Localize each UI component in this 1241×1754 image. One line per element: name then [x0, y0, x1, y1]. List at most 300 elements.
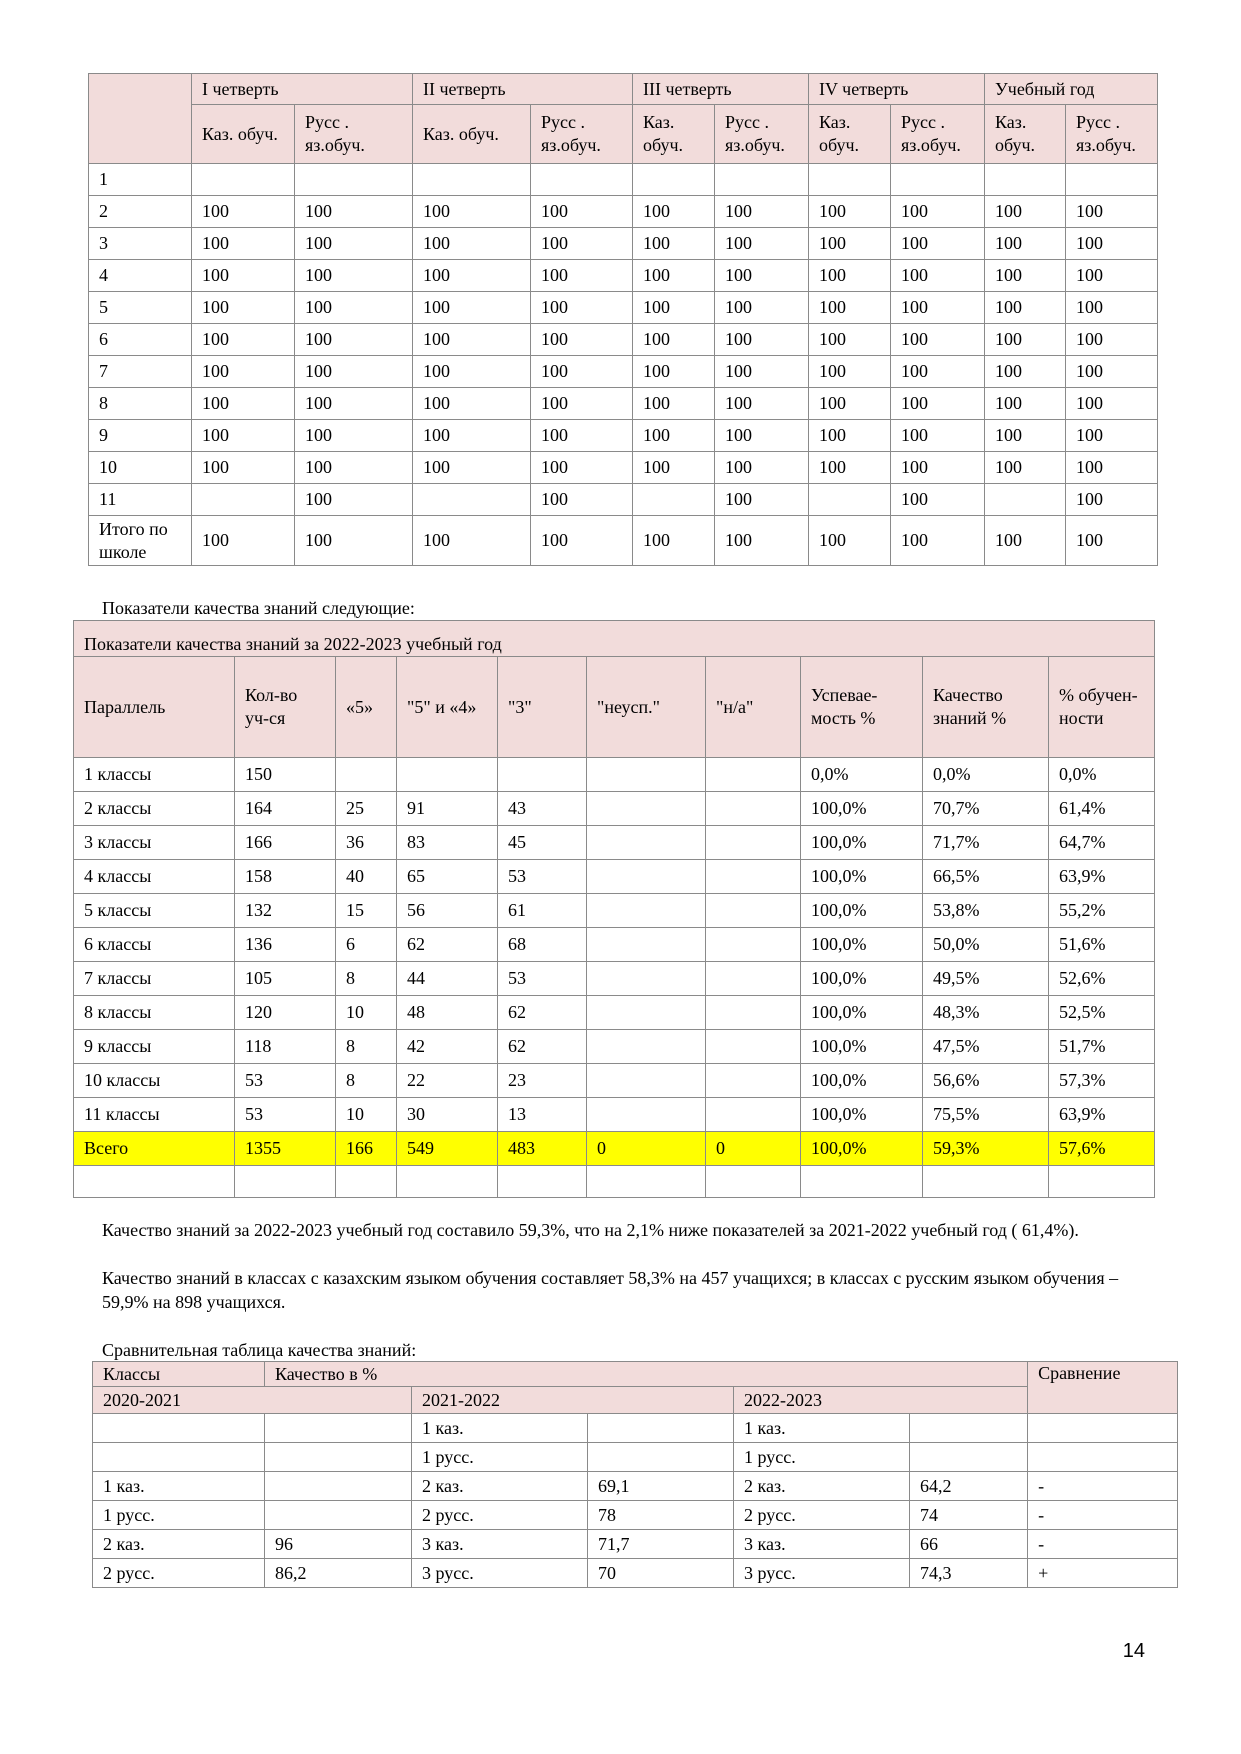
data-cell: 100	[295, 356, 413, 388]
language-subheader: Каз. обуч.	[985, 105, 1066, 164]
data-cell: 100	[531, 228, 633, 260]
data-cell	[1066, 164, 1158, 196]
data-cell: 63,9%	[1049, 860, 1155, 894]
data-cell: 62	[498, 996, 587, 1030]
data-cell	[706, 996, 801, 1030]
data-cell: 52,5%	[1049, 996, 1155, 1030]
data-cell: 100	[715, 420, 809, 452]
grade-cell: Итого по школе	[89, 516, 192, 566]
total-cell: 0	[706, 1132, 801, 1166]
intro-text: Показатели качества знаний следующие:	[102, 598, 415, 618]
data-cell: 75,5%	[923, 1098, 1049, 1132]
data-cell: 2 каз.	[412, 1472, 588, 1501]
total-cell: 483	[498, 1132, 587, 1166]
data-cell: 100	[295, 452, 413, 484]
grade-cell: 9	[89, 420, 192, 452]
data-cell: 100,0%	[801, 962, 923, 996]
data-cell: 100	[531, 420, 633, 452]
parallel-cell: 7 классы	[74, 962, 235, 996]
data-cell: 3 русс.	[412, 1559, 588, 1588]
data-cell: 100	[891, 356, 985, 388]
data-cell: 8	[336, 1030, 397, 1064]
column-header: "5" и «4»	[397, 657, 498, 758]
data-cell: 86,2	[265, 1559, 412, 1588]
data-cell: 100	[985, 292, 1066, 324]
data-cell: 100	[985, 516, 1066, 566]
data-cell: 57,3%	[1049, 1064, 1155, 1098]
data-cell	[588, 1414, 734, 1443]
data-cell	[706, 1098, 801, 1132]
data-cell: 2 каз.	[93, 1530, 265, 1559]
data-cell: 96	[265, 1530, 412, 1559]
data-cell: 100	[715, 484, 809, 516]
data-cell	[587, 1098, 706, 1132]
data-cell: 100	[295, 484, 413, 516]
data-cell: 1 русс.	[93, 1501, 265, 1530]
column-header: Параллель	[74, 657, 235, 758]
data-cell	[588, 1443, 734, 1472]
data-cell: 100	[715, 324, 809, 356]
grade-cell: 10	[89, 452, 192, 484]
comparison-title: Сравнительная таблица качества знаний:	[102, 1340, 417, 1360]
data-cell	[265, 1443, 412, 1472]
empty-cell	[923, 1166, 1049, 1198]
classes-header: Классы	[93, 1362, 265, 1387]
table-row	[74, 826, 1155, 860]
data-cell: 100	[891, 228, 985, 260]
data-cell: 100	[715, 452, 809, 484]
table-row	[89, 196, 1158, 228]
data-cell: 2 каз.	[734, 1472, 910, 1501]
data-cell: 100	[985, 324, 1066, 356]
data-cell	[265, 1501, 412, 1530]
data-cell: 74	[910, 1501, 1028, 1530]
data-cell: 1 русс.	[412, 1443, 588, 1472]
data-cell: 100	[295, 388, 413, 420]
data-cell: 51,6%	[1049, 928, 1155, 962]
empty-cell	[74, 1166, 235, 1198]
data-cell: 100	[633, 516, 715, 566]
data-cell	[633, 164, 715, 196]
data-cell: 100	[413, 356, 531, 388]
data-cell: 53,8%	[923, 894, 1049, 928]
data-cell: 25	[336, 792, 397, 826]
parallel-cell: 8 классы	[74, 996, 235, 1030]
total-cell: 59,3%	[923, 1132, 1049, 1166]
data-cell	[587, 792, 706, 826]
data-cell: 100	[192, 292, 295, 324]
data-cell: 70	[588, 1559, 734, 1588]
data-cell: 100	[192, 260, 295, 292]
data-cell	[1028, 1443, 1178, 1472]
language-subheader: Каз. обуч.	[809, 105, 891, 164]
parallel-cell: 2 классы	[74, 792, 235, 826]
data-cell: 100	[413, 452, 531, 484]
data-cell: 100,0%	[801, 894, 923, 928]
total-cell: 549	[397, 1132, 498, 1166]
parallel-cell: 10 классы	[74, 1064, 235, 1098]
data-cell	[1028, 1414, 1178, 1443]
data-cell: 56,6%	[923, 1064, 1049, 1098]
data-cell: 100	[715, 260, 809, 292]
data-cell: 65	[397, 860, 498, 894]
table-row	[74, 1098, 1155, 1132]
data-cell	[910, 1414, 1028, 1443]
data-cell: 100	[1066, 196, 1158, 228]
empty-cell	[587, 1166, 706, 1198]
data-cell: 69,1	[588, 1472, 734, 1501]
data-cell	[587, 1030, 706, 1064]
data-cell: 1 каз.	[412, 1414, 588, 1443]
parallel-cell: 1 классы	[74, 758, 235, 792]
data-cell: 100	[1066, 356, 1158, 388]
corner-cell	[89, 74, 192, 164]
data-cell: 3 каз.	[734, 1530, 910, 1559]
data-cell: 100,0%	[801, 860, 923, 894]
data-cell	[93, 1443, 265, 1472]
data-cell	[633, 484, 715, 516]
quality-header: Качество в %	[265, 1362, 1028, 1387]
data-cell: 100	[633, 260, 715, 292]
year-header: 2020-2021	[93, 1387, 412, 1414]
data-cell	[498, 758, 587, 792]
table-row	[93, 1559, 1178, 1588]
empty-cell	[1049, 1166, 1155, 1198]
data-cell: 100	[192, 324, 295, 356]
column-header: "н/а"	[706, 657, 801, 758]
data-cell: 100	[809, 452, 891, 484]
data-cell: 100	[809, 356, 891, 388]
data-cell: 100	[1066, 452, 1158, 484]
data-cell: 100	[413, 388, 531, 420]
data-cell: -	[1028, 1472, 1178, 1501]
data-cell	[192, 484, 295, 516]
table-row	[89, 516, 1158, 566]
data-cell	[985, 164, 1066, 196]
data-cell	[587, 894, 706, 928]
data-cell	[809, 164, 891, 196]
data-cell: 3 каз.	[412, 1530, 588, 1559]
grade-cell: 5	[89, 292, 192, 324]
data-cell: 100	[633, 388, 715, 420]
data-cell: 100	[192, 388, 295, 420]
data-cell: 70,7%	[923, 792, 1049, 826]
data-cell	[706, 1064, 801, 1098]
data-cell: 0,0%	[1049, 758, 1155, 792]
parallel-cell: 5 классы	[74, 894, 235, 928]
subheader-row	[89, 105, 1158, 164]
parallel-cell: 4 классы	[74, 860, 235, 894]
data-cell: 100	[1066, 228, 1158, 260]
data-cell: 10	[336, 1098, 397, 1132]
data-cell: 56	[397, 894, 498, 928]
data-cell	[295, 164, 413, 196]
table-row	[89, 292, 1158, 324]
data-cell	[891, 164, 985, 196]
data-cell: 44	[397, 962, 498, 996]
empty-cell	[336, 1166, 397, 1198]
column-header: Успевае-мость %	[801, 657, 923, 758]
grade-cell: 11	[89, 484, 192, 516]
quality-summary-paragraph: Качество знаний за 2022-2023 учебный год составило 59,3%, что на 2,1% ниже показателей за 2021-2022 учебный год ( 61,4%).	[102, 1220, 1079, 1240]
data-cell: 0,0%	[801, 758, 923, 792]
data-cell: 100	[891, 452, 985, 484]
data-cell: 91	[397, 792, 498, 826]
data-cell: 100	[531, 260, 633, 292]
data-cell: 30	[397, 1098, 498, 1132]
language-subheader: Русс . яз.обуч.	[295, 105, 413, 164]
total-row	[74, 1132, 1155, 1166]
data-cell	[587, 860, 706, 894]
parallel-cell: 3 классы	[74, 826, 235, 860]
data-cell: 100	[531, 516, 633, 566]
data-cell: 55,2%	[1049, 894, 1155, 928]
data-cell: 100	[192, 196, 295, 228]
data-cell: 100,0%	[801, 792, 923, 826]
data-cell: 100	[985, 228, 1066, 260]
table-row	[89, 164, 1158, 196]
data-cell: 100	[809, 292, 891, 324]
quarterly-progress-table	[88, 73, 1158, 566]
table-title: Показатели качества знаний за 2022-2023 учебный год	[74, 621, 1155, 657]
data-cell: 100	[715, 516, 809, 566]
data-cell: 100	[985, 196, 1066, 228]
data-cell: 61,4%	[1049, 792, 1155, 826]
data-cell	[715, 164, 809, 196]
data-cell	[706, 928, 801, 962]
data-cell	[413, 164, 531, 196]
data-cell: 100	[985, 452, 1066, 484]
table-row	[93, 1472, 1178, 1501]
data-cell	[265, 1472, 412, 1501]
data-cell: 158	[235, 860, 336, 894]
table-row	[74, 860, 1155, 894]
data-cell: 100	[985, 388, 1066, 420]
data-cell: 100,0%	[801, 1030, 923, 1064]
grade-cell: 3	[89, 228, 192, 260]
year-header: 2022-2023	[734, 1387, 1028, 1414]
data-cell: 100	[531, 356, 633, 388]
table-row	[89, 452, 1158, 484]
empty-cell	[706, 1166, 801, 1198]
table-row	[89, 420, 1158, 452]
data-cell: 66,5%	[923, 860, 1049, 894]
header-row	[74, 657, 1155, 758]
data-cell: 63,9%	[1049, 1098, 1155, 1132]
data-cell: 100	[633, 292, 715, 324]
data-cell: 100	[809, 260, 891, 292]
column-header: % обучен-ности	[1049, 657, 1155, 758]
data-cell: 136	[235, 928, 336, 962]
data-cell	[587, 1064, 706, 1098]
table-row	[74, 758, 1155, 792]
data-cell: 61	[498, 894, 587, 928]
data-cell: 100	[633, 452, 715, 484]
data-cell: 2 русс.	[734, 1501, 910, 1530]
data-cell	[706, 860, 801, 894]
data-cell: 100	[295, 260, 413, 292]
data-cell: 52,6%	[1049, 962, 1155, 996]
data-cell: 36	[336, 826, 397, 860]
data-cell: 100	[295, 324, 413, 356]
total-cell: 166	[336, 1132, 397, 1166]
data-cell: 48	[397, 996, 498, 1030]
data-cell	[809, 484, 891, 516]
data-cell: 50,0%	[923, 928, 1049, 962]
column-header: "3"	[498, 657, 587, 758]
data-cell: 100	[891, 388, 985, 420]
data-cell: 100	[809, 228, 891, 260]
data-cell: 0,0%	[923, 758, 1049, 792]
language-subheader: Каз. обуч.	[413, 105, 531, 164]
data-cell: 47,5%	[923, 1030, 1049, 1064]
empty-cell	[235, 1166, 336, 1198]
data-cell: 100	[295, 228, 413, 260]
data-cell: 53	[235, 1064, 336, 1098]
data-cell: 100	[413, 324, 531, 356]
data-cell: 118	[235, 1030, 336, 1064]
data-cell: 100	[1066, 260, 1158, 292]
table-row	[89, 324, 1158, 356]
data-cell: 22	[397, 1064, 498, 1098]
data-cell: 6	[336, 928, 397, 962]
data-cell: 100	[1066, 292, 1158, 324]
table-row	[93, 1414, 1178, 1443]
total-label: Всего	[74, 1132, 235, 1166]
data-cell	[910, 1443, 1028, 1472]
compare-header: Сравнение	[1028, 1362, 1178, 1414]
data-cell: 100	[715, 388, 809, 420]
data-cell: 100	[633, 420, 715, 452]
data-cell: +	[1028, 1559, 1178, 1588]
year-header: 2021-2022	[412, 1387, 734, 1414]
data-cell: 100	[531, 452, 633, 484]
data-cell: 100	[809, 516, 891, 566]
data-cell: 43	[498, 792, 587, 826]
data-cell: 100	[633, 324, 715, 356]
quarter-header: II четверть	[413, 74, 633, 105]
data-cell: 23	[498, 1064, 587, 1098]
data-cell: 100	[809, 420, 891, 452]
data-cell	[93, 1414, 265, 1443]
data-cell: 1 каз.	[734, 1414, 910, 1443]
data-cell: 100	[295, 292, 413, 324]
language-subheader: Русс . яз.обуч.	[531, 105, 633, 164]
data-cell	[587, 826, 706, 860]
data-cell: 100	[891, 196, 985, 228]
total-cell: 0	[587, 1132, 706, 1166]
data-cell	[587, 758, 706, 792]
language-subheader: Каз. обуч.	[633, 105, 715, 164]
data-cell: 100	[531, 324, 633, 356]
table-row	[89, 356, 1158, 388]
data-cell: 3 русс.	[734, 1559, 910, 1588]
table-row	[93, 1443, 1178, 1472]
data-cell: 64,7%	[1049, 826, 1155, 860]
data-cell: 100	[809, 324, 891, 356]
data-cell: 100	[1066, 516, 1158, 566]
data-cell: 164	[235, 792, 336, 826]
language-subheader: Русс . яз.обуч.	[891, 105, 985, 164]
data-cell: 100	[531, 484, 633, 516]
empty-cell	[397, 1166, 498, 1198]
data-cell: 42	[397, 1030, 498, 1064]
grade-cell: 8	[89, 388, 192, 420]
data-cell: 100	[413, 260, 531, 292]
data-cell: -	[1028, 1530, 1178, 1559]
data-cell: 49,5%	[923, 962, 1049, 996]
data-cell: 100	[531, 388, 633, 420]
data-cell: 100	[715, 228, 809, 260]
data-cell: 10	[336, 996, 397, 1030]
data-cell: 100	[413, 516, 531, 566]
table-row	[89, 260, 1158, 292]
data-cell: 78	[588, 1501, 734, 1530]
parallel-cell: 9 классы	[74, 1030, 235, 1064]
grade-cell: 4	[89, 260, 192, 292]
language-quality-paragraph: Качество знаний в классах с казахским языком обучения составляет 58,3% на 457 учащихся; в классах с русским языком обучения – 59,9% на 898 учащихся.	[102, 1268, 1119, 1312]
data-cell: 100	[192, 420, 295, 452]
quarter-header: IV четверть	[809, 74, 985, 105]
comparison-table	[92, 1361, 1178, 1588]
quarter-header: Учебный год	[985, 74, 1158, 105]
data-cell	[985, 484, 1066, 516]
total-cell: 100,0%	[801, 1132, 923, 1166]
total-cell: 57,6%	[1049, 1132, 1155, 1166]
data-cell: 48,3%	[923, 996, 1049, 1030]
grade-cell: 7	[89, 356, 192, 388]
language-subheader: Каз. обуч.	[192, 105, 295, 164]
data-cell: 100	[295, 516, 413, 566]
column-header: «5»	[336, 657, 397, 758]
data-cell: 13	[498, 1098, 587, 1132]
data-cell: 100,0%	[801, 928, 923, 962]
data-cell: 166	[235, 826, 336, 860]
page-number: 14	[1122, 1640, 1145, 1662]
data-cell: 100	[985, 356, 1066, 388]
data-cell	[706, 1030, 801, 1064]
data-cell: 62	[498, 1030, 587, 1064]
table-row	[74, 894, 1155, 928]
data-cell	[336, 758, 397, 792]
data-cell: 100,0%	[801, 996, 923, 1030]
data-cell: 100	[1066, 388, 1158, 420]
parallel-cell: 6 классы	[74, 928, 235, 962]
language-subheader: Русс . яз.обуч.	[715, 105, 809, 164]
table-row	[74, 996, 1155, 1030]
table-row	[74, 1030, 1155, 1064]
data-cell: 100	[891, 324, 985, 356]
parallel-cell: 11 классы	[74, 1098, 235, 1132]
data-cell: 100	[809, 196, 891, 228]
title-row	[74, 621, 1155, 657]
data-cell: 53	[498, 962, 587, 996]
data-cell: 100	[633, 356, 715, 388]
data-cell: 100	[413, 228, 531, 260]
table-row	[89, 228, 1158, 260]
data-cell: -	[1028, 1501, 1178, 1530]
data-cell: 100	[985, 420, 1066, 452]
data-cell: 100	[1066, 324, 1158, 356]
data-cell: 74,3	[910, 1559, 1028, 1588]
data-cell	[706, 758, 801, 792]
table-row	[74, 792, 1155, 826]
data-cell: 71,7%	[923, 826, 1049, 860]
data-cell: 100	[295, 420, 413, 452]
data-cell: 15	[336, 894, 397, 928]
data-cell: 83	[397, 826, 498, 860]
data-cell	[531, 164, 633, 196]
